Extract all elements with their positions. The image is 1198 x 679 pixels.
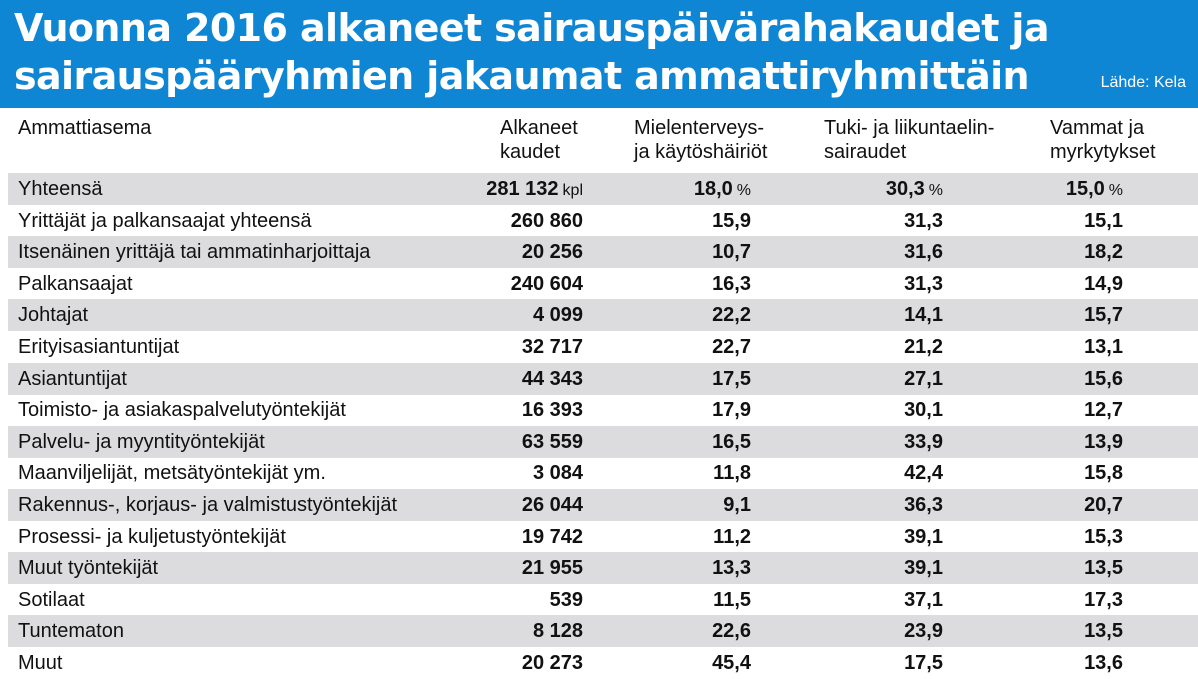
value-text: 8 128 — [532, 620, 583, 643]
value-text: 3 084 — [532, 462, 583, 485]
value-cell — [858, 489, 943, 521]
value-cell — [468, 331, 583, 363]
value-text: 18,0 — [693, 178, 733, 200]
value-text: 16,3 — [712, 272, 751, 295]
unit-label: % — [928, 182, 943, 199]
value-cell — [1048, 457, 1123, 489]
value-cell — [858, 615, 943, 647]
value-cell — [858, 299, 943, 331]
value-cell — [638, 268, 751, 300]
value-text: 17,5 — [712, 367, 751, 390]
value-cell — [638, 363, 751, 395]
row-label: Rakennus-, korjaus- ja valmistustyöntekijät — [18, 494, 398, 516]
value-text: 30,1 — [904, 399, 943, 422]
value-text: 13,5 — [1084, 557, 1123, 580]
value-cell — [858, 647, 943, 679]
table-row — [8, 173, 1198, 205]
value-cell — [1048, 173, 1123, 205]
value-cell — [1048, 394, 1123, 426]
value-cell — [1048, 205, 1123, 237]
value-cell — [638, 394, 751, 426]
row-label: Yrittäjät ja palkansaajat yhteensä — [18, 209, 312, 232]
value-cell — [468, 173, 583, 205]
value-text: 44 343 — [521, 367, 583, 390]
value-cell — [858, 331, 943, 363]
value-cell — [638, 521, 751, 553]
value-cell — [1048, 426, 1123, 458]
row-label: Sotilaat — [18, 588, 85, 611]
value-text: 22,7 — [712, 336, 751, 358]
value-text: 27,1 — [904, 367, 943, 390]
column-header-1-line1: Alkaneet — [500, 117, 578, 139]
column-header-3-line1: Tuki- ja liikuntaelin- — [824, 117, 995, 139]
value-text: 240 604 — [510, 272, 583, 295]
value-cell — [1048, 236, 1123, 268]
value-cell — [468, 552, 583, 584]
value-text: 21,2 — [904, 336, 943, 358]
value-cell — [1048, 489, 1123, 521]
column-header-0-line1: Ammattiasema — [18, 117, 152, 139]
value-text: 13,1 — [1084, 336, 1123, 358]
value-cell — [468, 363, 583, 395]
value-text: 14,1 — [904, 304, 943, 327]
table-row — [8, 363, 1198, 395]
value-cell — [1048, 584, 1123, 616]
value-cell — [858, 205, 943, 237]
value-cell — [858, 521, 943, 553]
value-text: 13,5 — [1084, 620, 1123, 643]
column-header-2 — [634, 116, 767, 164]
row-label: Itsenäinen yrittäjä tai ammatinharjoittaja — [18, 241, 371, 264]
header-banner — [0, 0, 1198, 108]
row-label: Maanviljelijät, metsätyöntekijät ym. — [18, 462, 326, 485]
row-label: Palvelu- ja myyntityöntekijät — [18, 430, 265, 453]
value-cell — [858, 173, 943, 205]
value-cell — [468, 299, 583, 331]
value-text: 13,6 — [1084, 652, 1123, 674]
row-label: Muut työntekijät — [18, 557, 159, 580]
value-text: 15,3 — [1084, 525, 1123, 548]
value-text: 15,1 — [1084, 209, 1123, 232]
table-row — [8, 236, 1198, 268]
value-cell — [468, 236, 583, 268]
value-text: 22,2 — [712, 304, 751, 327]
value-cell — [638, 647, 751, 679]
column-header-3-line2: sairaudet — [824, 141, 907, 163]
value-text: 32 717 — [521, 336, 583, 358]
value-text: 18,2 — [1084, 241, 1123, 264]
column-header-1-line2: kaudet — [500, 141, 561, 163]
value-text: 45,4 — [712, 652, 751, 674]
value-cell — [468, 615, 583, 647]
value-text: 10,7 — [712, 241, 751, 264]
value-text: 9,1 — [723, 494, 751, 516]
value-text: 20 256 — [521, 241, 583, 264]
chart-title-line2: sairauspääryhmien jakaumat ammattiryhmittäin — [14, 54, 1030, 98]
row-label: Tuntematon — [18, 620, 124, 643]
table-row — [8, 647, 1198, 679]
value-text: 11,8 — [713, 462, 751, 485]
value-cell — [1048, 615, 1123, 647]
column-header-4 — [1050, 116, 1156, 164]
table-row — [8, 552, 1198, 584]
value-cell — [1048, 647, 1123, 679]
value-text: 17,5 — [904, 652, 943, 674]
value-cell — [858, 584, 943, 616]
unit-label: kpl — [562, 182, 583, 199]
row-label: Muut — [18, 652, 63, 674]
source-note: Lähde: Kela — [1100, 74, 1186, 91]
value-text: 19 742 — [521, 525, 583, 548]
row-label: Johtajat — [18, 304, 89, 327]
value-text: 39,1 — [904, 557, 943, 580]
value-cell — [468, 268, 583, 300]
value-text: 15,7 — [1084, 304, 1123, 327]
value-cell — [638, 236, 751, 268]
column-header-4-line1: Vammat ja — [1050, 117, 1145, 139]
table-row — [8, 331, 1198, 363]
value-text: 15,9 — [712, 209, 751, 232]
value-text: 260 860 — [510, 209, 583, 232]
value-cell — [1048, 331, 1123, 363]
table-row — [8, 521, 1198, 553]
value-text: 17,3 — [1084, 588, 1123, 611]
value-text: 37,1 — [904, 588, 943, 611]
row-label: Erityisasiantuntijat — [18, 336, 180, 358]
value-cell — [468, 584, 583, 616]
table-row — [8, 268, 1198, 300]
value-cell — [858, 268, 943, 300]
value-text: 63 559 — [521, 430, 583, 453]
value-text: 17,9 — [712, 399, 751, 422]
value-cell — [638, 584, 751, 616]
value-text: 281 132 — [486, 178, 559, 200]
value-text: 11,2 — [713, 525, 751, 548]
value-text: 14,9 — [1084, 272, 1123, 295]
value-text: 16,5 — [712, 430, 751, 453]
row-label: Prosessi- ja kuljetustyöntekijät — [18, 525, 286, 548]
column-header-3 — [824, 116, 994, 164]
value-cell — [468, 394, 583, 426]
value-cell — [638, 173, 751, 205]
row-label: Yhteensä — [18, 178, 103, 200]
value-cell — [638, 615, 751, 647]
value-cell — [1048, 363, 1123, 395]
unit-label: % — [1108, 182, 1123, 199]
value-cell — [1048, 299, 1123, 331]
value-cell — [858, 236, 943, 268]
value-cell — [638, 426, 751, 458]
value-text: 36,3 — [904, 494, 943, 516]
table-row — [8, 299, 1198, 331]
value-cell — [858, 426, 943, 458]
value-cell — [1048, 552, 1123, 584]
value-text: 31,3 — [904, 209, 943, 232]
value-text: 31,3 — [904, 272, 943, 295]
value-cell — [638, 489, 751, 521]
table-row — [8, 489, 1198, 521]
value-text: 23,9 — [904, 620, 943, 643]
table-row — [8, 615, 1198, 647]
value-text: 30,3 — [885, 178, 925, 200]
value-cell — [638, 552, 751, 584]
value-text: 16 393 — [521, 399, 583, 422]
value-text: 20,7 — [1084, 494, 1123, 516]
value-cell — [638, 457, 751, 489]
row-label: Toimisto- ja asiakaspalvelutyöntekijät — [18, 399, 346, 422]
row-label: Asiantuntijat — [18, 367, 127, 390]
value-text: 39,1 — [904, 525, 943, 548]
column-header-2-line1: Mielenterveys- — [634, 117, 765, 139]
value-text: 4 099 — [532, 304, 583, 327]
value-text: 20 273 — [521, 652, 583, 674]
value-text: 26 044 — [521, 494, 583, 516]
table-row — [8, 205, 1198, 237]
row-label: Palkansaajat — [18, 272, 133, 295]
chart-title — [14, 4, 1049, 100]
value-cell — [1048, 521, 1123, 553]
chart-title-line1: Vuonna 2016 alkaneet sairauspäivärahakaudet ja — [14, 6, 1049, 50]
value-cell — [638, 299, 751, 331]
value-text: 13,3 — [712, 557, 751, 580]
value-cell — [468, 426, 583, 458]
table-row — [8, 394, 1198, 426]
value-text: 13,9 — [1084, 430, 1123, 453]
value-cell — [638, 331, 751, 363]
column-header-0 — [18, 116, 151, 140]
value-text: 15,0 — [1065, 178, 1105, 200]
column-header-1 — [500, 116, 578, 164]
value-text: 539 — [549, 588, 583, 611]
value-text: 42,4 — [904, 462, 943, 485]
value-text: 21 955 — [521, 557, 583, 580]
table-row — [8, 457, 1198, 489]
value-text: 15,8 — [1084, 462, 1123, 485]
unit-label: % — [736, 182, 751, 199]
value-text: 22,6 — [712, 620, 751, 643]
value-text: 33,9 — [904, 430, 943, 453]
column-header-2-line2: ja käytöshäiriöt — [634, 141, 768, 163]
value-cell — [468, 521, 583, 553]
value-text: 11,5 — [713, 588, 751, 611]
value-cell — [468, 457, 583, 489]
table-row — [8, 584, 1198, 616]
value-text: 12,7 — [1084, 399, 1123, 422]
value-cell — [468, 647, 583, 679]
value-cell — [858, 363, 943, 395]
value-cell — [638, 205, 751, 237]
value-cell — [858, 552, 943, 584]
table-row — [8, 426, 1198, 458]
value-cell — [858, 394, 943, 426]
value-cell — [1048, 268, 1123, 300]
value-cell — [858, 457, 943, 489]
value-text: 31,6 — [904, 241, 943, 264]
column-header-4-line2: myrkytykset — [1050, 141, 1156, 163]
value-text: 15,6 — [1084, 367, 1123, 390]
value-cell — [468, 205, 583, 237]
value-cell — [468, 489, 583, 521]
